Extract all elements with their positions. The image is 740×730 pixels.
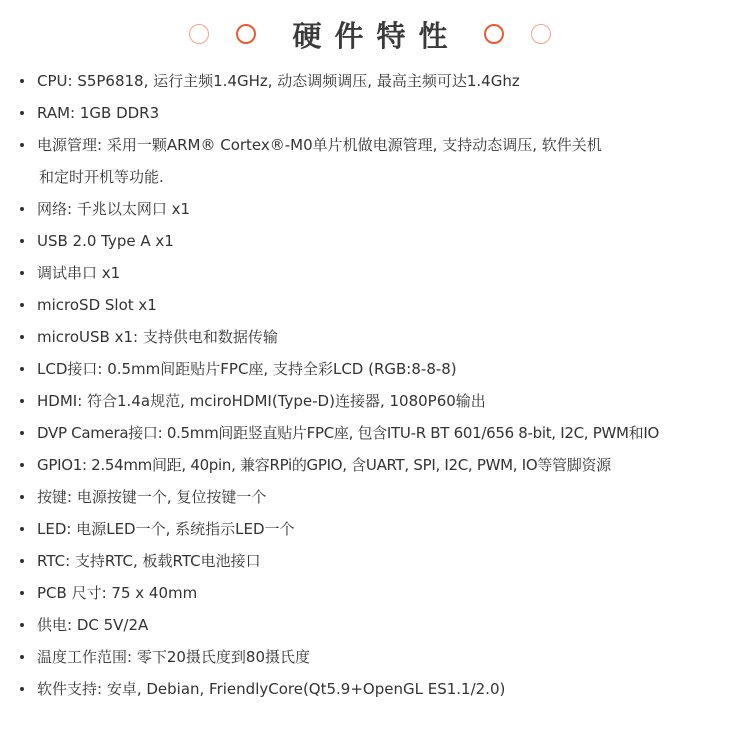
bullet-icon — [20, 303, 24, 307]
spec-text: PCB 尺寸: 75 x 40mm — [37, 584, 198, 602]
list-item — [0, 257, 740, 289]
spec-text: 供电: DC 5V/2A — [37, 616, 149, 634]
bullet-icon — [20, 687, 24, 691]
list-item — [0, 225, 740, 257]
spec-text-continued: 和定时开机等功能. — [39, 168, 164, 186]
bullet-icon — [20, 591, 24, 595]
spec-text: USB 2.0 Type A x1 — [37, 232, 174, 250]
bullet-icon — [20, 399, 24, 403]
spec-text: LCD接口: 0.5mm间距贴片FPC座, 支持全彩LCD (RGB:8-8-8) — [37, 360, 457, 378]
spec-text: GPIO1: 2.54mm间距, 40pin, 兼容RPi的GPIO, 含UART, SPI, I2C, PWM, IO等管脚资源 — [37, 456, 611, 474]
spec-text: LED: 电源LED一个, 系统指示LED一个 — [37, 520, 295, 538]
bullet-icon — [20, 367, 24, 371]
list-item — [0, 609, 740, 641]
spec-text: 按键: 电源按键一个, 复位按键一个 — [37, 488, 267, 506]
bullet-icon — [20, 79, 24, 83]
spec-text: microUSB x1: 支持供电和数据传输 — [37, 328, 278, 346]
list-item — [0, 97, 740, 129]
circle-decoration-icon — [531, 24, 551, 44]
spec-text: 电源管理: 采用一颗ARM® Cortex®-M0单片机做电源管理, 支持动态调压, 软件关机 — [37, 136, 602, 154]
bullet-icon — [20, 207, 24, 211]
list-item — [0, 385, 740, 417]
spec-text: 网络: 千兆以太网口 x1 — [37, 200, 191, 218]
list-item — [0, 481, 740, 513]
bullet-icon — [20, 527, 24, 531]
list-item — [0, 673, 740, 705]
spec-text: RTC: 支持RTC, 板载RTC电池接口 — [37, 552, 261, 570]
bullet-icon — [20, 655, 24, 659]
bullet-icon — [20, 111, 24, 115]
bullet-icon — [20, 623, 24, 627]
spec-list — [0, 65, 740, 705]
spec-text: RAM: 1GB DDR3 — [37, 104, 160, 122]
list-item — [0, 289, 740, 321]
list-item — [0, 513, 740, 545]
list-item — [0, 641, 740, 673]
section-header — [0, 12, 740, 56]
bullet-icon — [20, 143, 24, 147]
list-item — [0, 417, 740, 449]
list-item — [0, 321, 740, 353]
list-item — [0, 129, 740, 193]
list-item — [0, 449, 740, 481]
list-item — [0, 65, 740, 97]
bullet-icon — [20, 335, 24, 339]
spec-text: 温度工作范围: 零下20摄氏度到80摄氏度 — [37, 648, 310, 666]
circle-decoration-icon — [189, 24, 209, 44]
bullet-icon — [20, 271, 24, 275]
bullet-icon — [20, 239, 24, 243]
spec-text: DVP Camera接口: 0.5mm间距竖直贴片FPC座, 包含ITU-R BT 601/656 8-bit, I2C, PWM和IO — [37, 424, 659, 442]
bullet-icon — [20, 463, 24, 467]
spec-text: 软件支持: 安卓, Debian, FriendlyCore(Qt5.9+OpenGL ES1.1/2.0) — [37, 680, 506, 698]
page-title: 硬件特性 — [292, 18, 461, 53]
bullet-icon — [20, 559, 24, 563]
spec-text: HDMI: 符合1.4a规范, mciroHDMI(Type-D)连接器, 1080P60输出 — [37, 392, 486, 410]
list-item — [0, 577, 740, 609]
spec-text: CPU: S5P6818, 运行主频1.4GHz, 动态调频调压, 最高主频可达1.4Ghz — [37, 72, 520, 90]
bullet-icon — [20, 431, 24, 435]
bullet-icon — [20, 495, 24, 499]
circle-decoration-icon — [484, 24, 504, 44]
circle-decoration-icon — [236, 24, 256, 44]
spec-text: 调试串口 x1 — [37, 264, 121, 282]
spec-text: microSD Slot x1 — [37, 296, 157, 314]
list-item — [0, 545, 740, 577]
list-item — [0, 353, 740, 385]
list-item — [0, 193, 740, 225]
